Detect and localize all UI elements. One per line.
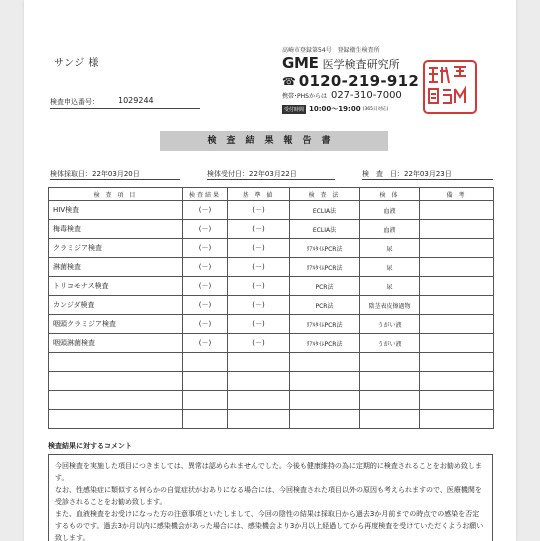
cell-result: (－) — [183, 201, 228, 220]
results-table-body — [49, 201, 494, 429]
cell-item: 梅毒検査 — [49, 220, 183, 239]
cell-method: ﾘｱﾙﾀｲﾑPCR法 — [290, 315, 360, 334]
cell-reference — [228, 372, 290, 391]
header-specimen: 検 体 — [360, 188, 420, 201]
table-row — [49, 201, 494, 220]
test-date — [362, 169, 452, 179]
cell-note — [420, 372, 494, 391]
cell-note — [420, 315, 494, 334]
cell-reference — [228, 410, 290, 429]
cell-method: ﾘｱﾙﾀｲﾑPCR法 — [290, 258, 360, 277]
cell-note — [420, 296, 494, 315]
comment-box — [48, 454, 493, 541]
received-date — [207, 169, 297, 179]
cell-specimen — [360, 410, 420, 429]
cell-result — [183, 372, 228, 391]
cell-specimen: 尿 — [360, 239, 420, 258]
cell-method: ECLIA法 — [290, 220, 360, 239]
collected-date — [50, 169, 140, 179]
cell-note — [420, 220, 494, 239]
cell-specimen — [360, 353, 420, 372]
cell-specimen: 血液 — [360, 220, 420, 239]
cell-method — [290, 372, 360, 391]
comment-paragraph: 今回検査を実施した項目につきましては、異常は認められませんでした。今後も健康維持の為に定期的に検査されることをお勧め致します。 — [55, 462, 482, 482]
mobile-row — [282, 90, 402, 101]
cell-result: (－) — [183, 296, 228, 315]
gme-logo-text: GME — [282, 54, 319, 72]
cell-result: (－) — [183, 334, 228, 353]
cell-item — [49, 391, 183, 410]
collected-date-underline — [50, 179, 180, 180]
cell-reference: (－) — [228, 277, 290, 296]
received-date-label: 検体受付日： — [207, 170, 249, 178]
cell-item — [49, 372, 183, 391]
cell-item: 淋菌検査 — [49, 258, 183, 277]
cell-note — [420, 277, 494, 296]
table-row — [49, 353, 494, 372]
cell-method — [290, 391, 360, 410]
cell-specimen: 尿 — [360, 258, 420, 277]
cell-specimen: 尿 — [360, 277, 420, 296]
header-item: 検 査 項 目 — [49, 188, 183, 201]
cell-result: (－) — [183, 239, 228, 258]
test-date-underline — [362, 179, 493, 180]
cell-result — [183, 410, 228, 429]
cell-specimen: 血液 — [360, 201, 420, 220]
header-result: 検査結果 — [183, 188, 228, 201]
cell-item: 咽頭淋菌検査 — [49, 334, 183, 353]
comment-heading: 検査結果に対するコメント — [48, 442, 132, 450]
table-row — [49, 296, 494, 315]
lab-logo — [282, 54, 400, 72]
cell-item: HIV検査 — [49, 201, 183, 220]
table-row — [49, 239, 494, 258]
cell-specimen: 陰茎表皮擦過物 — [360, 296, 420, 315]
table-row — [49, 334, 494, 353]
cell-method: ﾘｱﾙﾀｲﾑPCR法 — [290, 334, 360, 353]
cell-reference: (－) — [228, 239, 290, 258]
freedial-row — [282, 72, 419, 90]
cell-result: (－) — [183, 277, 228, 296]
cell-note — [420, 258, 494, 277]
collected-date-value: 22年03月20日 — [92, 170, 140, 178]
cell-reference: (－) — [228, 315, 290, 334]
cell-reference: (－) — [228, 220, 290, 239]
lab-name: 医学検査研究所 — [322, 58, 400, 71]
collected-date-label: 検体採取日： — [50, 170, 92, 178]
cell-result: (－) — [183, 220, 228, 239]
header-note: 備 考 — [420, 188, 494, 201]
cell-specimen — [360, 391, 420, 410]
cell-specimen: うがい液 — [360, 334, 420, 353]
table-row — [49, 220, 494, 239]
cell-reference: (－) — [228, 258, 290, 277]
application-number-label: 検査申込番号： — [50, 98, 99, 106]
cell-note — [420, 391, 494, 410]
cell-method — [290, 353, 360, 372]
cell-note — [420, 239, 494, 258]
cell-note — [420, 201, 494, 220]
table-row — [49, 258, 494, 277]
cell-item: トリコモナス検査 — [49, 277, 183, 296]
mobile-label: 携帯･PHSからは — [282, 93, 327, 100]
phone-icon: ☎ — [282, 74, 296, 88]
hours-time: 10:00～19:00 — [309, 105, 361, 113]
cell-method: ECLIA法 — [290, 201, 360, 220]
cell-result — [183, 391, 228, 410]
comment-paragraph: なお、性感染症に類似する何らかの自覚症状がおありになる場合には、今回検査された項目以外の原因も考えられますので、医療機関を受診されることをお勧め致します。 — [55, 486, 482, 506]
cell-note — [420, 410, 494, 429]
table-row — [49, 277, 494, 296]
application-number: 1029244 — [118, 96, 154, 105]
cell-reference — [228, 353, 290, 372]
cell-specimen — [360, 372, 420, 391]
cell-item: クラミジア検査 — [49, 239, 183, 258]
lab-registration: 高崎市登録第54号 登録衛生検査所 — [282, 47, 380, 54]
recipient-name: サンジ 様 — [54, 58, 99, 69]
cell-result: (－) — [183, 315, 228, 334]
cell-method — [290, 410, 360, 429]
hours-row — [282, 104, 388, 114]
cell-method: ﾘｱﾙﾀｲﾑPCR法 — [290, 239, 360, 258]
results-table — [48, 187, 494, 429]
cell-item — [49, 410, 183, 429]
cell-note — [420, 353, 494, 372]
cell-specimen: うがい液 — [360, 315, 420, 334]
hours-note: (365日対応) — [362, 107, 389, 112]
test-date-value: 22年03月23日 — [404, 170, 452, 178]
cell-note — [420, 334, 494, 353]
company-seal-stamp — [423, 60, 477, 114]
header-method: 検 査 法 — [290, 188, 360, 201]
table-row — [49, 372, 494, 391]
received-date-value: 22年03月22日 — [249, 170, 297, 178]
table-header-row — [49, 188, 494, 201]
application-underline — [50, 108, 200, 109]
cell-item: 咽頭クラミジア検査 — [49, 315, 183, 334]
cell-reference: (－) — [228, 296, 290, 315]
cell-method: PCR法 — [290, 296, 360, 315]
mobile-number: 027-310-7000 — [330, 90, 402, 101]
comment-paragraph: また、血液検査をお受けになった方の注意事項といたしまして、今回の陰性の結果は採取日から過去3か月前までの時点での感染を否定するものです。過去3か月以内に感染機会があった場合には、感染機会より3か月以上経過してから再度検査を受けていただくようお願い致します。 — [55, 510, 484, 541]
cell-reference — [228, 391, 290, 410]
freedial-number: 0120-219-912 — [298, 72, 420, 90]
table-row — [49, 315, 494, 334]
cell-item: カンジダ検査 — [49, 296, 183, 315]
cell-reference: (－) — [228, 334, 290, 353]
cell-method: PCR法 — [290, 277, 360, 296]
cell-item — [49, 353, 183, 372]
cell-reference: (－) — [228, 201, 290, 220]
hours-badge: 受付時間 — [284, 106, 305, 113]
table-row — [49, 391, 494, 410]
report-sheet — [24, 0, 516, 541]
cell-result — [183, 353, 228, 372]
cell-result: (－) — [183, 258, 228, 277]
header-reference: 基 準 値 — [228, 188, 290, 201]
test-date-label: 検 査 日： — [362, 170, 404, 178]
received-date-underline — [207, 179, 335, 180]
table-row — [49, 410, 494, 429]
report-title: 検査結果報告書 — [160, 131, 388, 151]
